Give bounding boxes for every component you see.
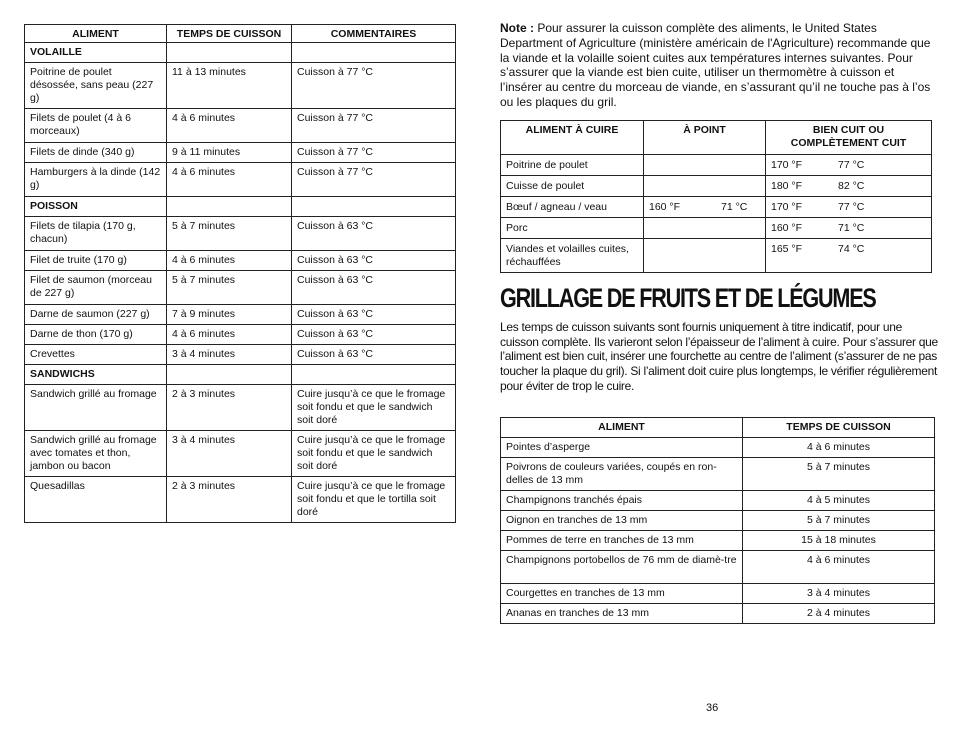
medium-temp-cell — [644, 155, 766, 176]
time-cell: 2 à 3 minutes — [167, 477, 292, 523]
section-row — [25, 43, 456, 63]
food-cell: Filets de poulet (4 à 6 morceaux) — [25, 109, 167, 143]
comment-cell: Cuisson à 77 °C — [292, 143, 456, 163]
time-cell: 11 à 13 minutes — [167, 63, 292, 109]
done-temp-cell — [766, 239, 932, 273]
empty-cell — [167, 365, 292, 385]
time-cell: 4 à 5 minutes — [743, 491, 935, 511]
doneness-table-body — [501, 155, 932, 273]
time-cell: 5 à 7 minutes — [743, 458, 935, 491]
column-header-medium: À POINT — [644, 121, 766, 155]
food-cell: Porc — [501, 218, 644, 239]
time-cell: 4 à 6 minutes — [743, 551, 935, 584]
food-cell: Filets de dinde (340 g) — [25, 143, 167, 163]
table-row — [25, 143, 456, 163]
medium-temp-cell — [644, 218, 766, 239]
food-cell: Filets de tilapia (170 g, chacun) — [25, 217, 167, 251]
table-header-row — [501, 418, 935, 438]
veg-table-body — [501, 438, 935, 624]
column-header-cooking-time: TEMPS DE CUISSON — [167, 25, 292, 43]
comment-cell: Cuire jusqu’à ce que le fromage soit fondu et que le sandwich soit doré — [292, 385, 456, 431]
time-cell: 5 à 7 minutes — [167, 217, 292, 251]
medium-temp-cell — [644, 176, 766, 197]
time-cell: 3 à 4 minutes — [167, 345, 292, 365]
comment-cell: Cuisson à 63 °C — [292, 345, 456, 365]
medium-fahrenheit: 160 °F — [649, 201, 681, 213]
food-cell: Poitrine de poulet — [501, 155, 644, 176]
food-cell: Bœuf / agneau / veau — [501, 197, 644, 218]
empty-cell — [292, 365, 456, 385]
food-cell: Champignons portobellos de 76 mm de diamè-tre — [501, 551, 743, 584]
section-row — [25, 197, 456, 217]
table-row — [25, 325, 456, 345]
medium-temp-cell — [644, 197, 766, 218]
time-cell: 5 à 7 minutes — [743, 511, 935, 531]
fruit-vegetable-table — [500, 417, 935, 624]
medium-celsius: 71 °C — [721, 201, 748, 213]
note-text: Pour assurer la cuisson complète des aliments, le United States Department of Agriculture (ministère américain de l'Agriculture) recommande que la viande et la volaille soient cuites aux températures internes suivantes. Pour s’assurer que la viande est bien cuite, utiliser un thermomètre à cuisson et l’insérer au centre du morceau de viande, en s’assurant qu’il ne touche pas à l’os ou les plaques du gril. — [500, 21, 931, 109]
table-row — [501, 584, 935, 604]
time-cell: 4 à 6 minutes — [167, 163, 292, 197]
food-cell: Ananas en tranches de 13 mm — [501, 604, 743, 624]
food-cell: Poitrine de poulet désossée, sans peau (227 g) — [25, 63, 167, 109]
table-header-row — [25, 25, 456, 43]
table-row — [501, 491, 935, 511]
comment-cell: Cuisson à 63 °C — [292, 217, 456, 251]
table-row — [25, 217, 456, 251]
time-cell: 4 à 6 minutes — [743, 438, 935, 458]
table-row — [501, 458, 935, 491]
empty-cell — [167, 197, 292, 217]
table-row — [501, 551, 935, 584]
comment-cell: Cuisson à 63 °C — [292, 325, 456, 345]
comment-cell: Cuisson à 63 °C — [292, 271, 456, 305]
comment-cell: Cuisson à 77 °C — [292, 63, 456, 109]
time-cell: 4 à 6 minutes — [167, 109, 292, 143]
empty-cell — [167, 43, 292, 63]
table-row — [25, 271, 456, 305]
medium-temp-cell — [644, 239, 766, 273]
food-cell: Filet de truite (170 g) — [25, 251, 167, 271]
food-cell: Hamburgers à la dinde (142 g) — [25, 163, 167, 197]
empty-cell — [292, 197, 456, 217]
food-cell: Poivrons de couleurs variées, coupés en ron-delles de 13 mm — [501, 458, 743, 491]
done-celsius: 71 °C — [838, 222, 865, 234]
column-header-comments: COMMENTAIRES — [292, 25, 456, 43]
table-row — [25, 63, 456, 109]
done-fahrenheit: 170 °F — [771, 159, 803, 171]
food-cell: Crevettes — [25, 345, 167, 365]
done-temp-cell — [766, 197, 932, 218]
food-cell: Oignon en tranches de 13 mm — [501, 511, 743, 531]
food-cell: Pommes de terre en tranches de 13 mm — [501, 531, 743, 551]
time-cell: 3 à 4 minutes — [743, 584, 935, 604]
comment-cell: Cuire jusqu’à ce que le fromage soit fondu et que le tortilla soit doré — [292, 477, 456, 523]
table-row — [501, 197, 932, 218]
food-cell: Darne de thon (170 g) — [25, 325, 167, 345]
intro-paragraph: Les temps de cuisson suivants sont fournis uniquement à titre indicatif, pour une cuisson complète. Ils varieront selon l’épaisseur de l’aliment à cuire. Pour s’assurer que l’aliment est bien cuit, insérer une fourchette au centre de l’aliment (s’assurer de ne pas toucher la plaque du gril). Si l’aliment doit cuire plus longtemps, le vérifier régulièrement pour éviter de trop le cuire. — [500, 320, 938, 393]
comment-cell: Cuisson à 63 °C — [292, 305, 456, 325]
cooking-time-table — [24, 24, 456, 523]
done-celsius: 82 °C — [838, 180, 865, 192]
comment-cell: Cuisson à 77 °C — [292, 163, 456, 197]
section-label: VOLAILLE — [25, 43, 167, 63]
table-row — [25, 385, 456, 431]
column-header-cooking-time: TEMPS DE CUISSON — [743, 418, 935, 438]
food-cell: Cuisse de poulet — [501, 176, 644, 197]
table-row — [501, 531, 935, 551]
section-label: SANDWICHS — [25, 365, 167, 385]
comment-cell: Cuisson à 77 °C — [292, 109, 456, 143]
table-row — [501, 218, 932, 239]
empty-cell — [292, 43, 456, 63]
time-cell: 4 à 6 minutes — [167, 325, 292, 345]
done-temp-cell — [766, 155, 932, 176]
food-cell: Sandwich grillé au fromage — [25, 385, 167, 431]
time-cell: 7 à 9 minutes — [167, 305, 292, 325]
table-row — [501, 511, 935, 531]
food-cell: Sandwich grillé au fromage avec tomates et thon, jambon ou bacon — [25, 431, 167, 477]
done-fahrenheit: 180 °F — [771, 180, 803, 192]
food-cell: Darne de saumon (227 g) — [25, 305, 167, 325]
food-cell: Quesadillas — [25, 477, 167, 523]
table-row — [25, 163, 456, 197]
done-temp-cell — [766, 176, 932, 197]
section-title: GRILLAGE DE FRUITS ET DE LÉGUMES — [500, 283, 876, 313]
done-fahrenheit: 165 °F — [771, 243, 803, 255]
table-row — [501, 239, 932, 273]
done-celsius: 77 °C — [838, 159, 865, 171]
column-header-food: ALIMENT — [25, 25, 167, 43]
table-row — [25, 305, 456, 325]
table-row — [25, 251, 456, 271]
time-cell: 15 à 18 minutes — [743, 531, 935, 551]
table-header-row — [501, 121, 932, 155]
food-cell: Courgettes en tranches de 13 mm — [501, 584, 743, 604]
doneness-temperature-table — [500, 120, 932, 273]
done-temp-cell — [766, 218, 932, 239]
food-cell: Filet de saumon (morceau de 227 g) — [25, 271, 167, 305]
food-cell: Viandes et volailles cuites, réchauffées — [501, 239, 644, 273]
table-row — [25, 431, 456, 477]
food-cell: Champignons tranchés épais — [501, 491, 743, 511]
column-header-food-to-cook: ALIMENT À CUIRE — [501, 121, 644, 155]
comment-cell: Cuisson à 63 °C — [292, 251, 456, 271]
table-row — [25, 345, 456, 365]
note-label: Note : — [500, 21, 534, 35]
done-fahrenheit: 170 °F — [771, 201, 803, 213]
column-header-well-done: BIEN CUIT OU COMPLÈTEMENT CUIT — [766, 121, 932, 155]
column-header-food: ALIMENT — [501, 418, 743, 438]
table-row — [501, 438, 935, 458]
table-row — [25, 109, 456, 143]
page-number: 36 — [706, 702, 719, 714]
cooking-table-body — [25, 43, 456, 523]
time-cell: 5 à 7 minutes — [167, 271, 292, 305]
table-row — [501, 155, 932, 176]
table-row — [501, 604, 935, 624]
food-cell: Pointes d’asperge — [501, 438, 743, 458]
note-paragraph — [500, 21, 936, 110]
done-celsius: 77 °C — [838, 201, 865, 213]
done-celsius: 74 °C — [838, 243, 865, 255]
time-cell: 2 à 3 minutes — [167, 385, 292, 431]
done-fahrenheit: 160 °F — [771, 222, 803, 234]
time-cell: 9 à 11 minutes — [167, 143, 292, 163]
time-cell: 3 à 4 minutes — [167, 431, 292, 477]
section-label: POISSON — [25, 197, 167, 217]
section-row — [25, 365, 456, 385]
table-row — [25, 477, 456, 523]
time-cell: 2 à 4 minutes — [743, 604, 935, 624]
comment-cell: Cuire jusqu’à ce que le fromage soit fondu et que le sandwich soit doré — [292, 431, 456, 477]
table-row — [501, 176, 932, 197]
time-cell: 4 à 6 minutes — [167, 251, 292, 271]
